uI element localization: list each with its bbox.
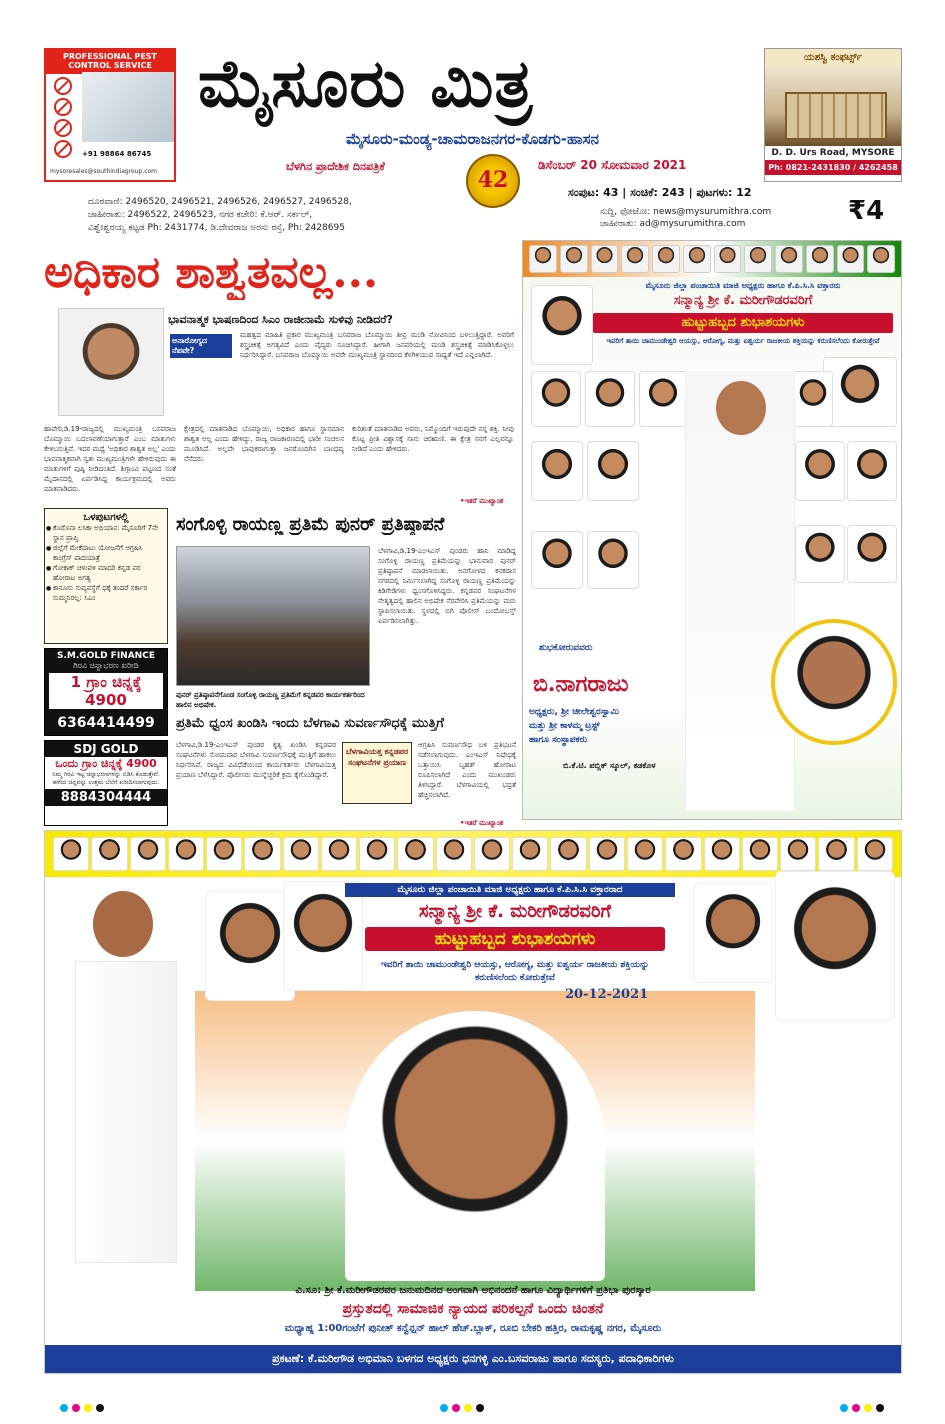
leader-photo (91, 837, 127, 871)
newspaper-tagline: ಬೆಳಗಿನ ಪ್ರಾದೇಶಿಕ ದಿನಪತ್ರಿಕೆ (286, 160, 385, 173)
leader-photo (529, 245, 557, 273)
yashaswi-ad-phone: Ph: 0821-2431830 / 4262458 (765, 160, 901, 175)
supporter-photo (531, 371, 581, 427)
leader-photo (205, 891, 295, 1001)
leader-faces (53, 837, 893, 873)
black-reg-mark (476, 1404, 484, 1412)
yashaswi-ad-header: ಯಶಸ್ವಿ ಕಂಫರ್ಟ್ಸ್ (765, 49, 901, 66)
leader-photo (823, 357, 897, 427)
ad-bottom-note: ವಿ.ಸೂ: ಶ್ರೀ ಕೆ.ಮರೀಗೌಡರವರ ಜನುಮದಿನದ ಅಂಗವಾಗಿ ಅಭಿನಂದನೆ ಹಾಗೂ ವಿದ್ಯಾರ್ಥಿಗಳಿಗೆ ಪ್ರತಿಭಾ ಪುರಸ್ಕಾರ (295, 1285, 651, 1296)
chief-minister-photo (58, 308, 164, 416)
building-photo (765, 66, 901, 146)
leader-photo (560, 245, 588, 273)
leader-photo (589, 837, 625, 871)
supporter-photo (531, 441, 583, 501)
print-registration-marks (0, 1404, 945, 1414)
leader-photo (53, 837, 89, 871)
leader-photo (857, 837, 893, 871)
leader-photo (283, 837, 319, 871)
ad-bottom-title: ಸನ್ಮಾನ್ಯ ಶ್ರೀ ಕೆ. ಮರೀಗೌಡರವರಿಗೆ (419, 901, 611, 922)
leader-photo (621, 245, 649, 273)
ad-top-greeting-banner: ಹುಟ್ಟುಹಬ್ಬದ ಶುಭಾಶಯಗಳು (593, 313, 893, 333)
supporter-photo (585, 371, 635, 427)
cyan-reg-mark (60, 1404, 68, 1412)
leader-photo (550, 837, 586, 871)
ad-bottom-date: 20-12-2021 (565, 987, 649, 1002)
statue-photo-caption: ಪುನರ್ ಪ್ರತಿಷ್ಠಾಪನೆಗೊಂಡ ಸಂಗೊಳ್ಳಿ ರಾಯಣ್ಣ ಪ್ರತಿಮೆಗೆ ಕನ್ನಡಪರ ಕಾರ್ಯಕರ್ತರಿಂದ ಹಾಲಿನ ಅಭಿಷೇಕ. (176, 691, 365, 709)
statue-photo (176, 546, 370, 686)
gold1-rate: 1 ಗ್ರಾಂ ಚಿನ್ನಕ್ಕೆ 4900 (49, 673, 163, 709)
news-email[interactable]: ಸುದ್ದಿ, ಫೋಟೋ: news@mysurumithra.com (600, 207, 772, 217)
lead-subheadline[interactable]: ಭಾವನಾತ್ಮಕ ಭಾಷಣದಿಂದ ಸಿಎಂ ರಾಜೀನಾಮೆ ಸುಳಿವು ನೀಡಿದರೆ? (168, 313, 393, 326)
leader-photo (206, 837, 242, 871)
inside-pages-box (44, 508, 168, 644)
leader-photo (652, 245, 680, 273)
protest-headline[interactable]: ಪ್ರತಿಮೆ ಧ್ವಂಸ ಖಂಡಿಸಿ ಇಂದು ಬೆಳಗಾವಿ ಸುವರ್ಣಸೌಧಕ್ಕೆ ಮುತ್ತಿಗೆ (176, 716, 444, 731)
ad-top-wishers-label: ಶುಭಕೋರುವವರು (539, 643, 593, 653)
no-pest-icon (54, 140, 72, 158)
contact-line: ವಿಶ್ವೇಶ್ವರಯ್ಯ ಕಟ್ಟಡ Ph: 2431774, ಡಿ.ದೇವರಾಜ ಅರಸು ರಸ್ತೆ, Ph: 2428695 (88, 223, 345, 233)
protest-highlight-box: ಬೆಳಗಾವಿಯತ್ತ ಕನ್ನಡಪರ ಸಂಘಟನೆಗಳ ಪ್ರಯಾಣ (342, 742, 412, 804)
gold2-text: ನಿಮ್ಮ ಗಿರವಿ ಇಟ್ಟ ಚಿನ್ನಾಭರಣಗಳನ್ನು ಬಿಡಿಸಿ ಕೊಡುತ್ತೇವೆ. ಹಳೆಯ ಚಿನ್ನವನ್ನು ಉತ್ತಮ ಬೆಲೆಗೆ ಖರೀದಿಸಲಾಗುವುದು. (52, 771, 160, 786)
issue-info: ಸಂಪುಟ: 43 | ಸಂಚಿಕೆ: 243 | ಪುಟಗಳು: 12 (568, 186, 752, 199)
lead-headline[interactable]: ಅಧಿಕಾರ ಶಾಶ್ವತವಲ್ಲ... (44, 247, 379, 298)
yellow-reg-mark (464, 1404, 472, 1412)
supporter-photo (793, 371, 833, 427)
ad-top-wisher-name: ಬಿ.ನಾಗರಾಜು (533, 671, 629, 697)
leader-photo (474, 837, 510, 871)
supporter-photo (795, 525, 845, 583)
ad-top-intro: ಮೈಸೂರು ಜಿಲ್ಲಾ ಪಂಚಾಯಿತಿ ಮಾಜಿ ಅಧ್ಯಕ್ಷರು ಹಾಗೂ ಕೆ.ಪಿ.ಸಿ.ಸಿ ವಕ್ತಾರರು (645, 281, 841, 290)
ad-bottom-greeting-banner: ಹುಟ್ಟುಹಬ್ಬದ ಶುಭಾಶಯಗಳು (365, 927, 665, 951)
statue-headline[interactable]: ಸಂಗೊಳ್ಳಿ ರಾಯಣ್ಣ ಪ್ರತಿಮೆ ಪುನರ್ ಪ್ರತಿಷ್ಠಾಪನೆ (176, 514, 445, 535)
inside-page-item[interactable]: ● ಗೋಕಾಕ್ ಚಳುವಳಿ ಮಾದರಿ ಕನ್ನಡ ಪರ ಹೋರಾಟ ಅಗತ್ಯ (45, 563, 167, 583)
email-contacts (600, 206, 771, 230)
leader-photo (867, 245, 895, 273)
leader-photo (780, 837, 816, 871)
leader-photo (775, 245, 803, 273)
inside-pages-title: ಒಳಪುಟಗಳಲ್ಲಿ (83, 512, 129, 523)
ad-top-title: ಸನ್ಮಾನ್ಯ ಶ್ರೀ ಕೆ. ಮರೀಗೌಡರವರಿಗೆ (673, 293, 813, 308)
leader-photo (683, 245, 711, 273)
protest-body-right: ಆಗ್ರಹಿಸಿ ಸುವರ್ಣಸೌಧ ಬಳಿ ಪ್ರತಿಭಟನೆ ನಡೆಸಲಾಗುವುದು. ಎಂಇಎಸ್ ನಿಷೇಧಕ್ಕೆ ಒತ್ತಾಯಿಸಿ ಬೃಹತ್ ಹೋರಾಟ ರೂಪಿಸಲಾಗಿದೆ ಎಂದು ಮುಖಂಡರು ತಿಳಿಸಿದ್ದಾರೆ. ಬೆಳಗಾವಿಯಲ್ಲಿ ಭದ್ರತೆ ಹೆಚ್ಚಿಸಲಾಗಿದೆ. (418, 741, 516, 799)
supporter-photo (587, 531, 639, 589)
issue-date: ಡಿಸೆಂಬರ್ 20 ಸೋಮವಾರ 2021 (538, 158, 687, 172)
leader-photo (591, 245, 619, 273)
leader-photo (775, 871, 895, 1021)
leader-faces (529, 245, 895, 275)
newspaper-subtitle: ಮೈಸೂರು-ಮಂಡ್ಯ-ಚಾಮರಾಜನಗರ-ಕೊಡಗು-ಹಾಸನ (346, 130, 599, 148)
pest-ad-header: PROFESSIONAL PEST CONTROL SERVICE (46, 50, 174, 74)
gold1-phone: 6364414499 (57, 715, 155, 731)
ad-bottom-publisher-band: ಪ್ರಕಟಣೆ: ಕೆ.ಮರೀಗೌಡ ಅಭಿಮಾನಿ ಬಳಗದ ಅಧ್ಯಕ್ಷರು ಧನಗಳ್ಳಿ ಎಂ.ಬಸವರಾಜು ಹಾಗೂ ಸದಸ್ಯರು, ಪದಾಧಿಕಾರಿಗಳು (45, 1345, 901, 1373)
ad-bottom-topic: ಪ್ರಸ್ತುತದಲ್ಲಿ ಸಾಮಾಜಿಕ ನ್ಯಾಯದ ಪರಿಕಲ್ಪನೆ ಒಂದು ಚಿಂತನೆ (342, 1301, 604, 1317)
magenta-reg-mark (72, 1404, 80, 1412)
leader-photo (837, 245, 865, 273)
honoree-portrait (345, 1011, 605, 1281)
supporter-photo (847, 441, 897, 501)
lead-body-col1: ಹಾವೇರಿ,ಡಿ.19-ರಾಜ್ಯದಲ್ಲಿ ಮುಖ್ಯಮಂತ್ರಿ ಬಸವರಾಜ ಬೊಮ್ಮಾಯಿ ಬದಲಾವಣೆಯಾಗುತ್ತಾರೆ ಎಂಬ ಮಾತುಗಳು ಕೇಳಿಬರುತ್ತಿವೆ. ಇದರ ಮಧ್ಯೆ 'ಅಧಿಕಾರ ಶಾಶ್ವತ ಅಲ್ಲ' ಎಂದು ಭಾವನಾತ್ಮಕವಾಗಿ ಸ್ವತಃ ಮುಖ್ಯಮಂತ್ರಿಗಳೇ ಹೇಳಿರುವುದು ಈ ಮಾತುಗಳಿಗೆ ಪುಷ್ಠಿ ನೀಡಿದಂತಿದೆ. ಶಿಗ್ಗಾಂವಿ ಪಟ್ಟಣದ ಸಂತೆ ಮೈದಾನದಲ್ಲಿ ಏರ್ಪಡಿಸಿದ್ದ ಕಾರ್ಯಕ್ರಮದಲ್ಲಿ ಅವರು ಮಾತನಾಡಿದರು. (44, 425, 176, 493)
protest-byline: •ಇತರೆ ಮುಖ್ಯಾಂಶ (460, 819, 504, 827)
leader-photo (359, 837, 395, 871)
emblem-number: 42 (477, 167, 509, 193)
leader-photo (704, 837, 740, 871)
contact-line: ಜಾಹೀರಾತು: 2496522, 2496523, ನಗರ ಕಚೇರಿ: ಕೆ.ಆರ್. ಸರ್ಕಲ್, (88, 210, 313, 220)
newspaper-title: ಮೈಸೂರು ಮಿತ್ರ (198, 44, 534, 122)
birthday-ad-top[interactable] (522, 240, 902, 820)
inside-page-item[interactable]: ● ಕಾನೂನು ಸುವ್ಯವಸ್ಥೆಗೆ ಧಕ್ಕೆ ತಂದರೆ ಸರ್ಕಾರ ಸುಮ್ಮನಿರಲ್ಲ: ಸಿಎಂ (45, 583, 167, 603)
lead-body-intro: ಮಹತ್ವದ ಮಾಹಿತಿ ಪ್ರಕಾರ ಮುಖ್ಯಮಂತ್ರಿ ಬಸವರಾಜ ಬೊಮ್ಮಾಯಿ ತೀವ್ರ ಮಂಡಿ ನೋವಿನಿಂದ ಬಳಲುತ್ತಿದ್ದಾರೆ. ಅವರಿಗೆ ಶಸ್ತ್ರಚಿಕಿತ್ಸೆ ಅಗತ್ಯವಿದೆ ಎಂದು ವೈದ್ಯರು ಸೂಚಿಸಿದ್ದಾರೆ. ಹೀಗಾಗಿ ಜನವರಿಯಲ್ಲಿ ಮಂಡಿ ಶಸ್ತ್ರಚಿಕಿತ್ಸೆ ಮಾಡಿಸಿಕೊಳ್ಳಲು ನಿರ್ಧರಿಸಿದ್ದಾರೆ. ಬಸವರಾಜ ಬೊಮ್ಮಾಯಿ ಅವರೇ ಮುಖ್ಯಮಂತ್ರಿ ಸ್ಥಾನದಿಂದ ಕೆಳಗಿಳಿಯುವ ಸಾಧ್ಯತೆ ಇದೆ ಎನ್ನಲಾಗಿದೆ. (240, 331, 514, 359)
lead-body-col3: ಕುರಿತಂತೆ ಮಾತನಾಡಿದ ಅವರು, ನಿಮ್ಮೊಂದಿಗೆ ಇರುವುದೇ ನನ್ನ ಶಕ್ತಿ. ನೀವು ಕೊಟ್ಟ ಪ್ರೀತಿ ವಿಶ್ವಾಸಕ್ಕೆ ನಾನು ಚಿರಋಣಿ. ಈ ಕ್ಷೇತ್ರ ನನಗೆ ಎಲ್ಲವನ್ನೂ ನೀಡಿದೆ ಎಂದು ಹೇಳಿದರು. (352, 425, 514, 453)
sdj-gold-ad[interactable] (44, 740, 168, 826)
ad-bottom-wish: ಇವರಿಗೆ ತಾಯಿ ಚಾಮುಂಡೇಶ್ವರಿ ಆಯಸ್ಸು, ಆರೋಗ್ಯ, ಮತ್ತು ಐಶ್ವರ್ಯ ರಾಜಕೀಯ ಶಕ್ತಿಯನ್ನು ಕರುಣಿಸಲೆಂದು ಕೋರುತ್ತೇವೆ (380, 960, 650, 983)
leader-standing-photo (55, 881, 195, 1281)
ad-top-wisher-role (529, 705, 769, 747)
contact-line: ದೂರವಾಣಿ: 2496520, 2496521, 2496526, 2496527, 2496528, (88, 197, 352, 207)
leader-photo (168, 837, 204, 871)
pest-ad-web: mysoresales@southindiagroup.com (50, 168, 158, 175)
leader-photo (321, 837, 357, 871)
leaders-strip (523, 241, 901, 277)
wisher-role-line: ಮತ್ತು ಶ್ರೀ ಕಾಳಮ್ಮ ಟ್ರಸ್ಟ್ (529, 721, 600, 731)
leader-photo (397, 837, 433, 871)
cyan-reg-mark (840, 1404, 848, 1412)
wisher-role-line: ಹಾಗೂ ಸಂಸ್ಥಾಪಕರು (529, 735, 588, 745)
black-reg-mark (96, 1404, 104, 1412)
price: ₹4 (848, 196, 885, 226)
supporter-photo (587, 441, 639, 501)
yashaswi-ad-address: D. D. Urs Road, MYSORE (771, 148, 895, 158)
magenta-reg-mark (452, 1404, 460, 1412)
wisher-photo (771, 619, 897, 745)
gold1-line: ಗಿರವಿ ಚಿನ್ನಾಭರಣ ಖರೀದಿ (73, 661, 139, 670)
office-contacts (88, 196, 448, 235)
gold2-name: SDJ GOLD (45, 741, 167, 757)
lead-inset-tag: ಅನಾರೋಗ್ಯದ ನೆಪವೇ? (170, 334, 232, 358)
magenta-reg-mark (852, 1404, 860, 1412)
wisher-role-line: ಅಧ್ಯಕ್ಷರು, ಶ್ರೀ ಚೀಲೇಶ್ವರಸ್ವಾಮಿ (529, 707, 619, 717)
leader-photo (714, 245, 742, 273)
yellow-reg-mark (84, 1404, 92, 1412)
yashaswi-comforts-ad[interactable] (764, 48, 902, 182)
no-pest-icon (54, 119, 72, 137)
supporter-photo (847, 525, 897, 583)
leader-photo (512, 837, 548, 871)
leader-photo (627, 837, 663, 871)
leader-photo (693, 883, 773, 983)
leader-photo (665, 837, 701, 871)
ad-email[interactable]: ಜಾಹೀರಾತು: ad@mysurumithra.com (600, 219, 746, 229)
gold2-rate: ಒಂದು ಗ್ರಾಂ ಚಿನ್ನಕ್ಕೆ 4900 (55, 757, 157, 770)
cyan-reg-mark (440, 1404, 448, 1412)
inside-page-item[interactable]: ● ಕೊರೊನಾ ಲಸಿಕಾ ಅಭಿಯಾನ: ಮೈಸೂರಿಗೆ 7ನೇ ಸ್ಥಾನ ಪ್ರಾಪ್ತಿ (45, 523, 167, 543)
gold1-name: S.M.GOLD FINANCE (57, 651, 155, 661)
black-reg-mark (876, 1404, 884, 1412)
no-pest-icon (54, 98, 72, 116)
leader-photo (283, 881, 363, 991)
gold2-phone: 8884304444 (45, 789, 167, 806)
leader-photo (744, 245, 772, 273)
leader-photo (531, 285, 593, 365)
no-pest-icon (54, 77, 72, 95)
yellow-reg-mark (864, 1404, 872, 1412)
lead-body-col2: ಕ್ಷೇತ್ರದಲ್ಲಿ ಮಾತನಾಡಿದ ಬೊಮ್ಮಾಯಿ, ಅಧಿಕಾರ ಹಾಗೂ ಸ್ಥಾನಮಾನ ಶಾಶ್ವತ ಅಲ್ಲ ಎಂದು ಹೇಳಿದ್ದು, ರಾಜ್ಯ ರಾಜಕಾರಣದಲ್ಲಿ ಭಾರೀ ಸಂಚಲನ ಮೂಡಿಸಿದೆ. ಅಲ್ಲದೇ ಭಾವುಕರಾಗುತ್ತಾ ಜನರೊಂದಿಗಿನ ಬಾಂಧವ್ಯ ನೆನೆದರು. (184, 425, 344, 463)
supporter-photo (795, 441, 845, 501)
leader-photo (742, 837, 778, 871)
leader-photo (244, 837, 280, 871)
pest-control-ad[interactable] (44, 48, 176, 182)
ad-bottom-venue: ಮಧ್ಯಾಹ್ನ 1:00ಗಂಟೆಗೆ ಪುನೀತ್ ಕನ್ವೆನ್ಷನ್ ಹಾಲ್ ಹೆಚ್.ಬ್ಲಾಕ್, ರೂಬಿ ಬೇಕರಿ ಹತ್ತಿರ, ರಾಮಕೃಷ್ಣ ನಗರ, ಮೈಸೂರು (284, 1323, 662, 1334)
leader-photo (806, 245, 834, 273)
statue-body: ಬೆಳಗಾವಿ,ಡಿ.19-ಎಂಇಎಸ್ ಪುಂಡರು ಹಾನಿ ಮಾಡಿದ್ದ ಸಂಗೊಳ್ಳಿ ರಾಯಣ್ಣ ಪ್ರತಿಮೆಯನ್ನು ಭಾನುವಾರ ಪುನರ್ ಪ್ರತಿಷ್ಠಾಪನೆ ಮಾಡಲಾಯಿತು. ಅನಗೋಳದ ಕನಕದಾಸ ನಗರದಲ್ಲಿ ನಿರ್ಮಿಸಲಾಗಿದ್ದ ಸಂಗೊಳ್ಳಿ ರಾಯಣ್ಣ ಪ್ರತಿಮೆಯನ್ನು ಕಿಡಿಗೇಡಿಗಳು ಧ್ವಂಸಗೊಳಿಸಿದ್ದರು. ಕನ್ನಡಪರ ಸಂಘಟನೆಗಳ ನೇತೃತ್ವದಲ್ಲಿ ಹಾಲಿನ ಅಭಿಷೇಕ ನೆರವೇರಿಸಿ ಪ್ರತಿಮೆಯನ್ನು ಮರು ಸ್ಥಾಪಿಸಲಾಯಿತು. ಸ್ಥಳದಲ್ಲಿ ಬಿಗಿ ಪೊಲೀಸ್ ಬಂದೋಬಸ್ತ್ ಏರ್ಪಡಿಸಲಾಗಿತ್ತು. (378, 547, 516, 625)
leader-photo (130, 837, 166, 871)
lead-byline: •ಇತರೆ ಮುಖ್ಯಾಂಶ (460, 497, 504, 505)
supporter-photo (639, 371, 687, 427)
sm-gold-finance-ad[interactable] (44, 648, 168, 736)
leader-photo (436, 837, 472, 871)
protest-body-left: ಬೆಳಗಾವಿ,ಡಿ.19-ಎಂಇಎಸ್ ಪುಂಡರ ಕೃತ್ಯ ಖಂಡಿಸಿ ಕನ್ನಡಪರ ಸಂಘಟನೆಗಳು ಸೋಮವಾರ ಬೆಳಗಾವಿ ಸುವರ್ಣಸೌಧಕ್ಕೆ ಮುತ್ತಿಗೆ ಹಾಕಲು ನಿರ್ಧರಿಸಿವೆ. ರಾಜ್ಯದ ವಿವಿಧೆಡೆಯಿಂದ ಕಾರ್ಯಕರ್ತರು ಬೆಳಗಾವಿಯತ್ತ ಪ್ರಯಾಣ ಬೆಳೆಸಿದ್ದಾರೆ. ಪೊಲೀಸರು ಮುನ್ನೆಚ್ಚರಿಕೆ ಕ್ರಮ ಕೈಗೊಂಡಿದ್ದಾರೆ. (176, 741, 336, 779)
pest-icons (50, 74, 78, 158)
ad-top-wish: ಇವರಿಗೆ ತಾಯಿ ಚಾಮುಂಡೇಶ್ವರಿ ಆಯಸ್ಸು, ಆರೋಗ್ಯ, ಮತ್ತು ಐಶ್ವರ್ಯ ರಾಜಕೀಯ ಶಕ್ತಿಯನ್ನು ಕರುಣಿಸಲೆಂದು ಕೋರುತ್ತೇವೆ (606, 337, 880, 345)
ad-top-wisher-place: ಬಿ.ಕೆ.ಟಿ. ಪಬ್ಲಿಕ್ ಸ್ಕೂಲ್, ಕಡಕೊಳ (563, 761, 656, 770)
birthday-ad-bottom[interactable] (44, 830, 902, 1374)
inside-page-item[interactable]: ● ಜಿಲ್ಲೆಗೆ ಮೇಕೆದಾಟು ಯೋಜನೆಗೆ ಆಗ್ರಹಿಸಿ ಕಾಂಗ್ರೆಸ್ ಪಾದಯಾತ್ರೆ (45, 543, 167, 563)
supporter-photo (531, 531, 583, 589)
anniversary-emblem (466, 154, 520, 208)
ad-bottom-intro: ಮೈಸೂರು ಜಿಲ್ಲಾ ಪಂಚಾಯಿತಿ ಮಾಜಿ ಅಧ್ಯಕ್ಷರು ಹಾಗೂ ಕೆ.ಪಿ.ಸಿ.ಸಿ ವಕ್ತಾರರಾದ (345, 883, 675, 897)
leaders-strip (45, 831, 901, 877)
pest-ad-phone: +91 98864 86745 (82, 150, 152, 158)
pest-ad-photo (82, 72, 174, 142)
leader-photo (818, 837, 854, 871)
